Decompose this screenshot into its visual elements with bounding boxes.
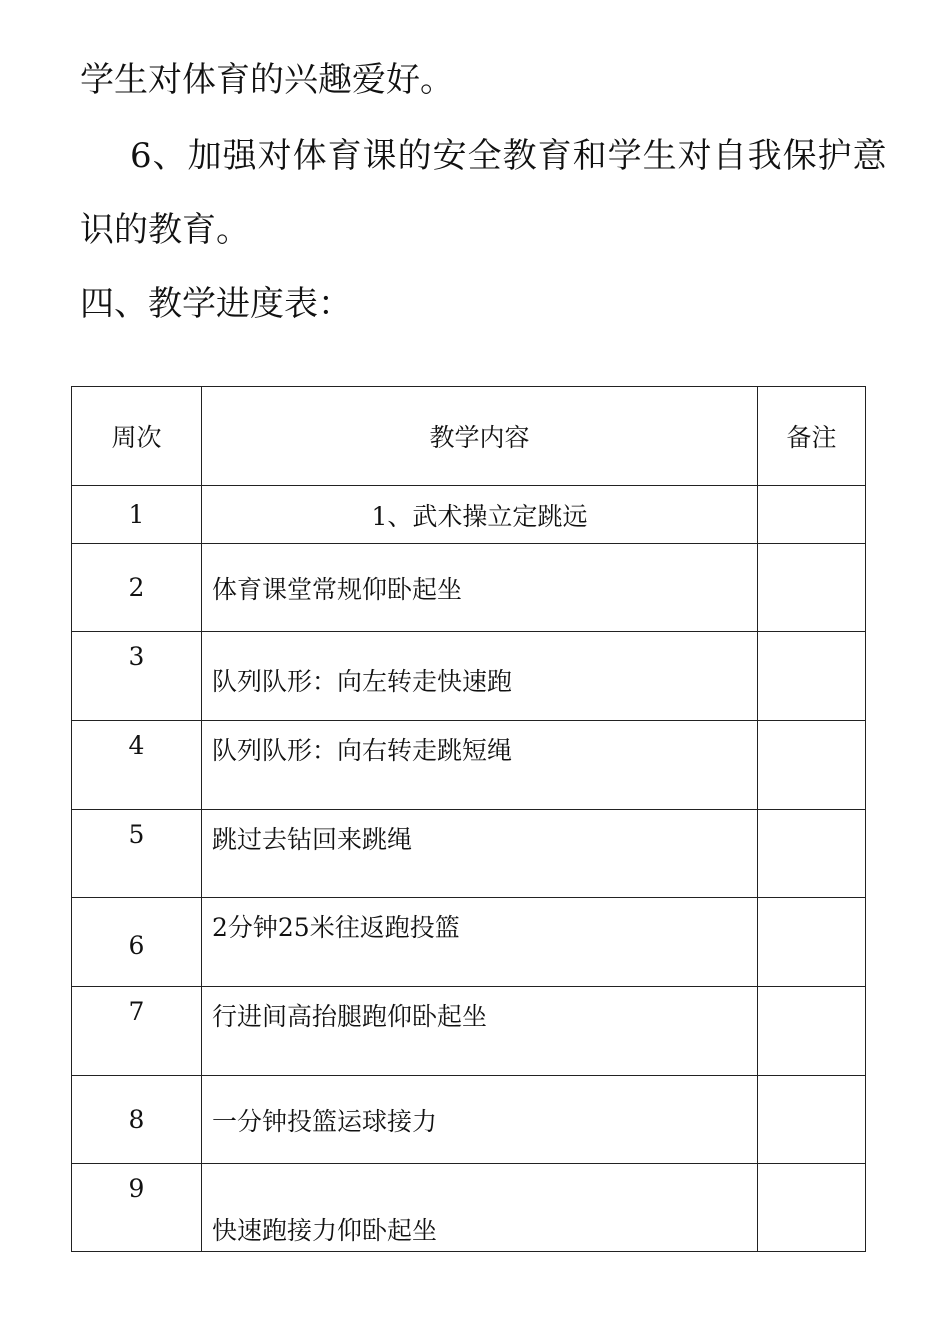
content-cell: 体育课堂常规仰卧起坐 [202, 544, 758, 632]
table-header-row [72, 387, 866, 486]
header-note: 备注 [758, 387, 866, 486]
week-cell: 1 [72, 486, 202, 544]
content-cell: 2分钟25米往返跑投篮 [202, 898, 758, 987]
note-cell [758, 486, 866, 544]
header-content: 教学内容 [202, 387, 758, 486]
note-cell [758, 1164, 866, 1252]
note-cell [758, 987, 866, 1076]
content-cell: 1、武术操立定跳远 [202, 486, 758, 544]
table-row [72, 1076, 866, 1164]
table-row [72, 486, 866, 544]
section-heading-schedule: 四、教学进度表： [80, 284, 352, 324]
table-row [72, 987, 866, 1076]
note-cell [758, 1076, 866, 1164]
week-cell: 4 [72, 721, 202, 810]
week-cell: 2 [72, 544, 202, 632]
week-cell: 9 [72, 1164, 202, 1252]
content-cell: 一分钟投篮运球接力 [202, 1076, 758, 1164]
week-cell: 7 [72, 987, 202, 1076]
table-row [72, 898, 866, 987]
content-cell: 行进间高抬腿跑仰卧起坐 [202, 987, 758, 1076]
content-cell: 队列队形：向左转走快速跑 [202, 632, 758, 721]
table-row [72, 632, 866, 721]
week-cell: 5 [72, 810, 202, 898]
content-cell: 快速跑接力仰卧起坐 [202, 1164, 758, 1252]
table-row [72, 810, 866, 898]
week-cell: 8 [72, 1076, 202, 1164]
content-cell: 队列队形：向右转走跳短绳 [202, 721, 758, 810]
week-cell: 6 [72, 898, 202, 987]
table-row [72, 1164, 866, 1252]
paragraph-1: 学生对体育的兴趣爱好。 [80, 60, 454, 100]
note-cell [758, 632, 866, 721]
table-row [72, 721, 866, 810]
note-cell [758, 810, 866, 898]
teaching-schedule-table [71, 386, 866, 1252]
paragraph-2: 6、加强对体育课的安全教育和学生对自我保护意 [130, 136, 888, 176]
header-week: 周次 [72, 387, 202, 486]
week-cell: 3 [72, 632, 202, 721]
note-cell [758, 898, 866, 987]
content-cell: 跳过去钻回来跳绳 [202, 810, 758, 898]
note-cell [758, 544, 866, 632]
note-cell [758, 721, 866, 810]
table-row [72, 544, 866, 632]
paragraph-3: 识的教育。 [80, 210, 250, 250]
